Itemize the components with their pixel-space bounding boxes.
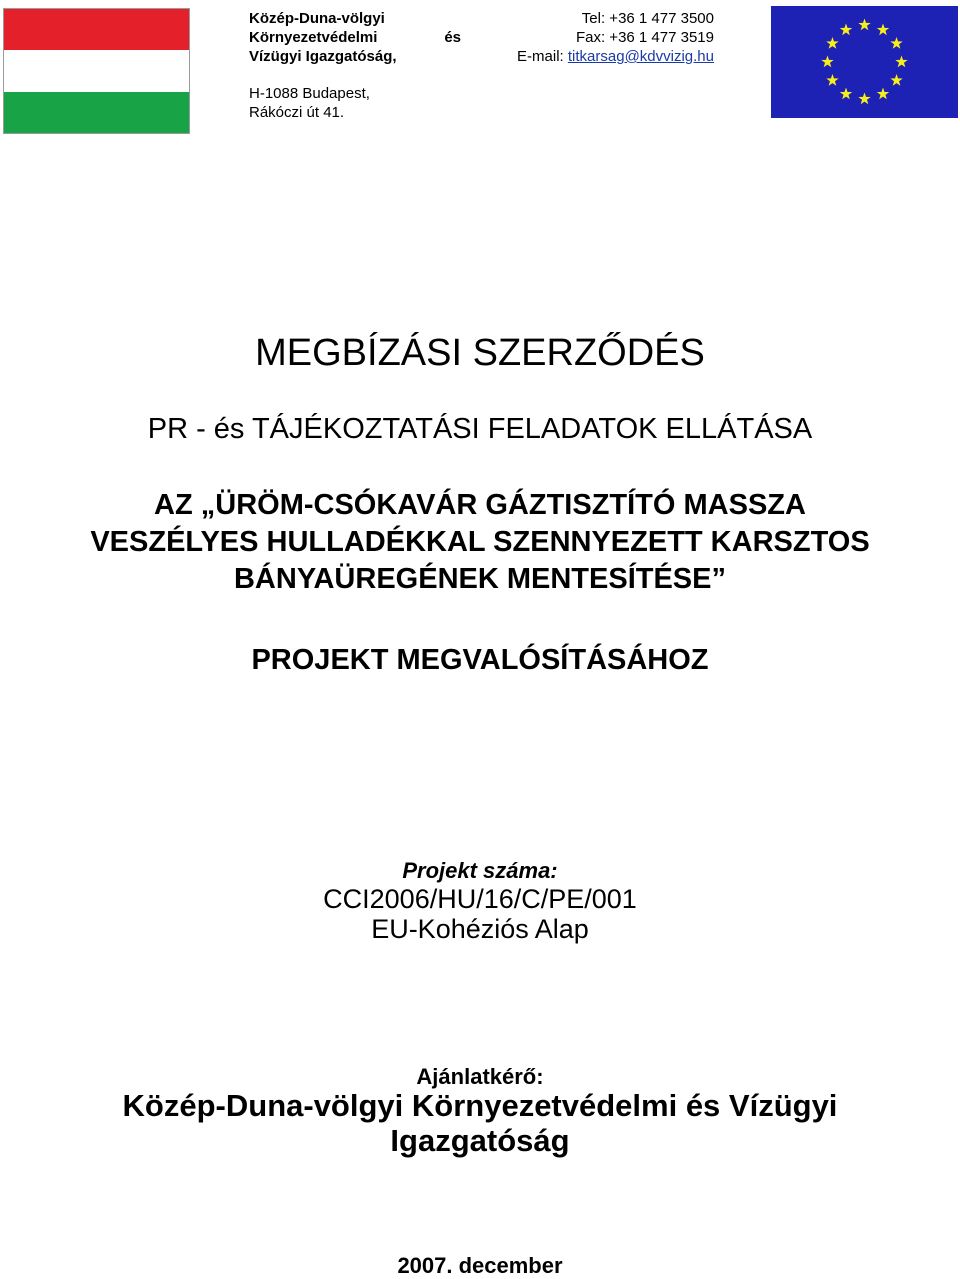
project-name-line-1: AZ „ÜRÖM-CSÓKAVÁR GÁZTISZTÍTÓ MASSZA	[154, 489, 806, 521]
client-name-line-2: Igazgatóság	[390, 1123, 570, 1158]
email-link[interactable]: titkarsag@kdvvizig.hu	[567, 48, 714, 65]
project-name-line-2: VESZÉLYES HULLADÉKKAL SZENNYEZETT KARSZTOS	[90, 526, 870, 558]
organization-address	[249, 84, 370, 122]
organization-line-1-text: Közép-Duna-völgyi	[249, 10, 385, 27]
document-subtitle: PR - és TÁJÉKOZTATÁSI FELADATOK ELLÁTÁSA	[147, 413, 813, 445]
document-date: 2007. december	[397, 1253, 563, 1278]
project-purpose: PROJEKT MEGVALÓSÍTÁSÁHOZ	[251, 644, 709, 676]
phone-number: Tel: +36 1 477 3500	[581, 10, 714, 27]
flag-stripe-red	[4, 9, 189, 50]
organization-line-3-text: Vízügyi Igazgatóság,	[249, 48, 397, 65]
fund-name: EU-Kohéziós Alap	[371, 914, 589, 944]
project-number: CCI2006/HU/16/C/PE/001	[323, 884, 637, 914]
organization-line-1	[249, 9, 461, 28]
organization-line-3	[249, 47, 461, 66]
organization-line-2-right: és	[444, 29, 461, 46]
flag-stripe-green	[4, 92, 189, 133]
document-title: MEGBÍZÁSI SZERZŐDÉS	[255, 332, 705, 374]
hungarian-flag	[3, 8, 190, 134]
fax-number: Fax: +36 1 477 3519	[575, 29, 714, 46]
organization-line-2-left: Környezetvédelmi	[249, 29, 378, 46]
project-name	[0, 487, 960, 598]
client-name	[0, 1088, 960, 1158]
organization-line-2	[249, 28, 461, 47]
client-label: Ajánlatkérő:	[416, 1064, 544, 1089]
flag-stripe-white	[4, 50, 189, 91]
project-number-label: Projekt száma:	[402, 858, 558, 883]
eu-flag	[771, 6, 958, 118]
address-line-2: Rákóczi út 41.	[249, 104, 345, 121]
email-label: E-mail:	[517, 48, 568, 65]
contact-info	[517, 9, 714, 66]
email-line	[517, 47, 714, 66]
organization-name	[249, 9, 461, 66]
project-name-line-3: BÁNYAÜREGÉNEK MENTESÍTÉSE”	[233, 563, 726, 595]
client-name-line-1: Közép-Duna-völgyi Környezetvédelmi és Vízügyi	[122, 1088, 838, 1123]
address-line-1: H-1088 Budapest,	[249, 85, 370, 102]
